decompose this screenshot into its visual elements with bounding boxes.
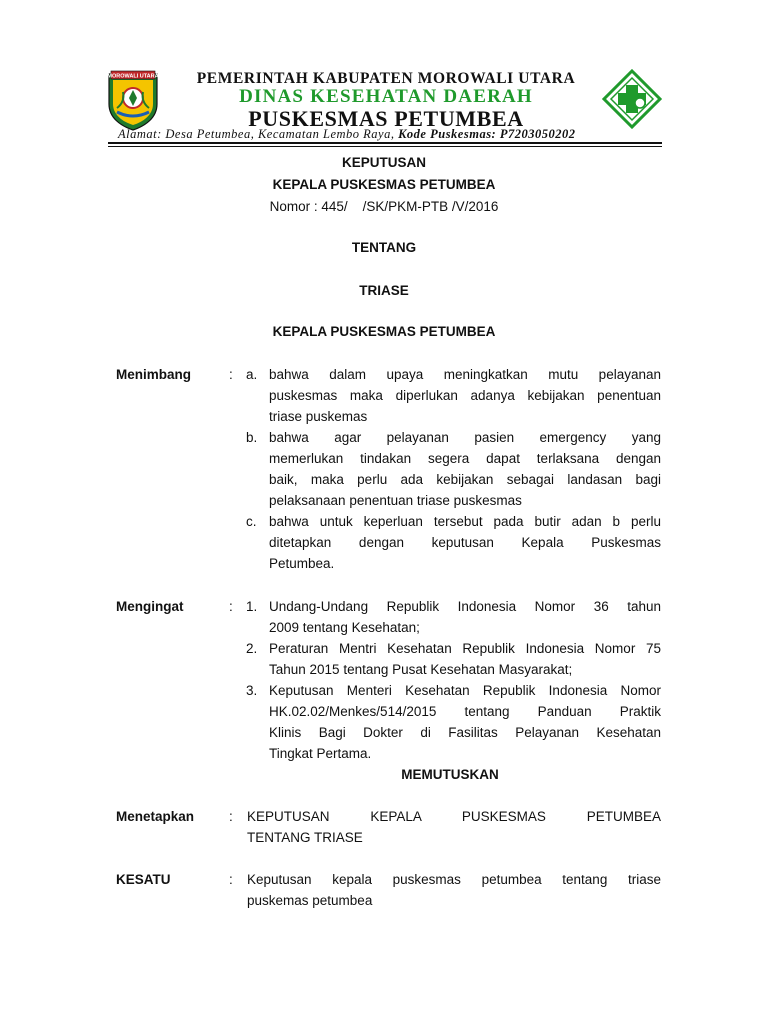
menimbang-c-line: bahwa untuk keperluan tersebut pada butir adan b perlu xyxy=(269,514,661,529)
letterhead-puskesmas: PUSKESMAS PETUMBEA xyxy=(248,106,524,131)
kesatu-colon: : xyxy=(229,872,233,887)
mengingat-2-line: Peraturan Mentri Kesehatan Republik Indonesia Nomor 75 xyxy=(269,641,661,656)
menimbang-marker-c: c. xyxy=(246,514,257,529)
mengingat-3-line: Keputusan Menteri Kesehatan Republik Indonesia Nomor xyxy=(269,683,661,698)
decree-number: Nomor : 445/ /SK/PKM-PTB /V/2016 xyxy=(269,199,499,214)
mengingat-3-line: HK.02.02/Menkes/514/2015 tentang Panduan Praktik xyxy=(269,704,661,719)
mengingat-3-line: Klinis Bagi Dokter di Fasilitas Pelayanan Kesehatan xyxy=(269,725,661,740)
menimbang-b-line: bahwa agar pelayanan pasien emergency yang xyxy=(269,430,661,445)
menimbang-marker-a: a. xyxy=(246,367,258,382)
letterhead-government: PEMERINTAH KABUPATEN MOROWALI UTARA xyxy=(196,70,576,87)
menimbang-c-line: Petumbea. xyxy=(269,556,335,571)
mengingat-1-line: 2009 tentang Kesehatan; xyxy=(269,620,420,635)
menimbang-c-line: ditetapkan dengan keputusan Kepala Puskesmas xyxy=(269,535,661,550)
mengingat-marker-2: 2. xyxy=(246,641,258,656)
menimbang-a-line: bahwa dalam upaya meningkatkan mutu pelayanan xyxy=(269,367,661,382)
menimbang-a-line: triase puskemas xyxy=(269,409,368,424)
menimbang-colon: : xyxy=(229,367,233,382)
menimbang-b-line: pelaksanaan penentuan triase puskesmas xyxy=(269,493,522,508)
letterhead-rule-thin xyxy=(108,146,662,147)
menimbang-marker-b: b. xyxy=(246,430,258,445)
mengingat-marker-3: 3. xyxy=(246,683,258,698)
decree-topic: TRIASE xyxy=(359,283,409,298)
letterhead-department: DINAS KESEHATAN DAERAH xyxy=(239,86,533,107)
decree-title: KEPUTUSAN xyxy=(341,155,426,170)
decree-subtitle: KEPALA PUSKESMAS PETUMBEA xyxy=(272,177,496,192)
mengingat-colon: : xyxy=(229,599,233,614)
mengingat-3-line: Tingkat Pertama. xyxy=(269,746,372,761)
menetapkan-line: KEPUTUSAN KEPALA PUSKESMAS PETUMBEA xyxy=(247,809,661,824)
mengingat-label: Mengingat xyxy=(116,599,184,614)
puskesmas-code: Kode Puskesmas: P7203050202 xyxy=(398,127,576,141)
morowali-utara-emblem xyxy=(103,68,163,132)
kesatu-line: Keputusan kepala puskesmas petumbea tentang triase xyxy=(247,872,661,887)
mengingat-marker-1: 1. xyxy=(246,599,258,614)
menimbang-b-line: memerlukan tindakan segera dapat terlaksana dengan xyxy=(269,451,661,466)
letterhead-rule-thick xyxy=(108,142,662,144)
svg-text:MOROWALI UTARA: MOROWALI UTARA xyxy=(107,73,159,80)
menetapkan-colon: : xyxy=(229,809,233,824)
mengingat-2-line: Tahun 2015 tentang Pusat Kesehatan Masyarakat; xyxy=(269,662,573,677)
menimbang-label: Menimbang xyxy=(116,367,192,382)
decree-about: TENTANG xyxy=(351,240,417,255)
menimbang-b-line: baik, maka perlu ada kebijakan sebagai landasan bagi xyxy=(269,472,661,487)
kesatu-line: puskemas petumbea xyxy=(247,893,373,908)
kesatu-label: KESATU xyxy=(116,872,171,887)
letterhead-address xyxy=(118,127,648,142)
decree-official: KEPALA PUSKESMAS PETUMBEA xyxy=(272,324,496,339)
menetapkan-line: TENTANG TRIASE xyxy=(247,830,363,845)
menimbang-a-line: puskesmas maka diperlukan adanya kebijakan penentuan xyxy=(269,388,661,403)
menetapkan-label: Menetapkan xyxy=(116,809,195,824)
address-text: Alamat: Desa Petumbea, Kecamatan Lembo Raya, xyxy=(118,127,399,141)
mengingat-1-line: Undang-Undang Republik Indonesia Nomor 36 tahun xyxy=(269,599,661,614)
memutuskan-heading: MEMUTUSKAN xyxy=(401,767,499,782)
